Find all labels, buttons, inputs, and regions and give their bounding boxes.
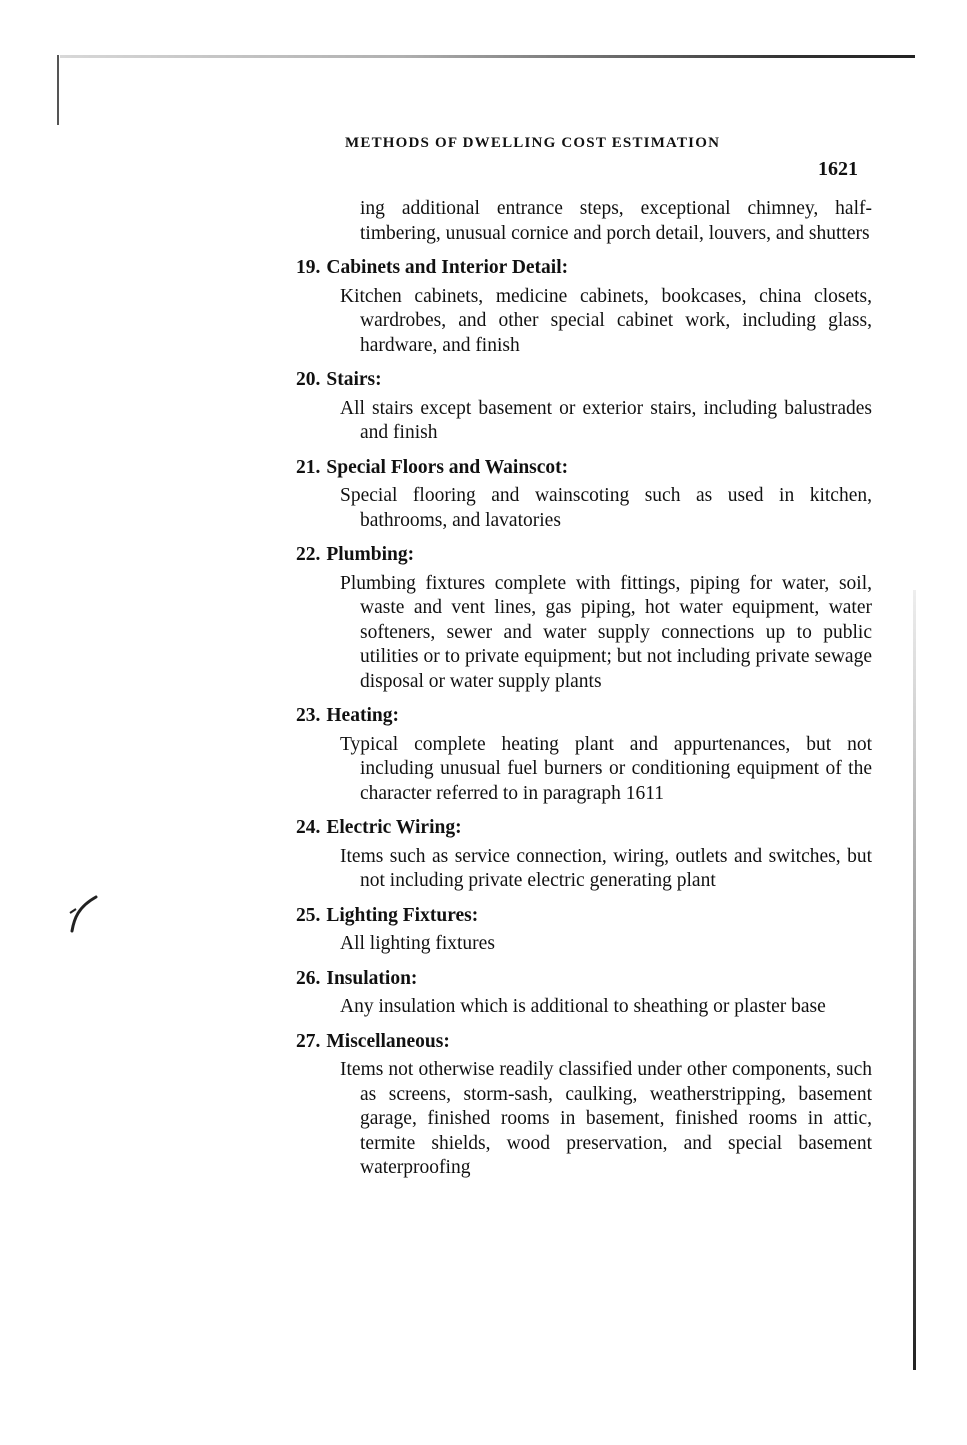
item-title: Cabinets and Interior Detail: bbox=[326, 257, 569, 278]
item-description: Items such as service connection, wiring, outlets and switches, but not including private electric generating plant bbox=[340, 845, 872, 891]
list-item bbox=[296, 368, 872, 446]
item-title: Lighting Fixtures: bbox=[326, 904, 479, 926]
item-title: Plumbing: bbox=[326, 544, 415, 565]
item-description: Typical complete heating plant and appurtenances, but not including unusual fuel burners or conditioning equipment of the character referred to in paragraph 1611 bbox=[340, 733, 872, 804]
item-description: Items not otherwise readily classified under other components, such as screens, storm-sash, caulking, weatherstripping, basement garage, finished rooms in basement, finished rooms in attic, termite shields, wood preservation, and special basement waterproofing bbox=[340, 1059, 872, 1178]
item-number: 27. bbox=[296, 1030, 321, 1052]
item-description: Kitchen cabinets, medicine cabinets, bookcases, china closets, wardrobes, and other special cabinet work, including glass, hardware, and finish bbox=[340, 285, 872, 356]
list-item bbox=[296, 456, 872, 534]
item-heading bbox=[296, 704, 872, 729]
item-title: Electric Wiring: bbox=[326, 817, 462, 838]
item-title: Miscellaneous: bbox=[326, 1030, 450, 1052]
item-number: 23. bbox=[296, 705, 321, 726]
page-body bbox=[296, 197, 872, 1191]
list-item bbox=[296, 967, 872, 1020]
continuation-paragraph: ing additional entrance steps, exceptional chimney, half-timbering, unusual cornice and porch detail, louvers, and shutters bbox=[360, 198, 872, 244]
item-heading bbox=[296, 904, 872, 929]
item-title: Heating: bbox=[326, 705, 399, 726]
scan-edge-top bbox=[60, 55, 915, 58]
item-heading bbox=[296, 256, 872, 281]
item-number: 22. bbox=[296, 544, 321, 565]
item-title: Stairs: bbox=[326, 369, 382, 390]
list-item bbox=[296, 256, 872, 358]
scan-edge-left bbox=[57, 55, 59, 125]
item-number: 21. bbox=[296, 456, 321, 478]
page-number: 1621 bbox=[818, 158, 858, 180]
list-item bbox=[296, 1030, 872, 1181]
item-heading bbox=[296, 456, 872, 481]
item-description: Any insulation which is additional to sheathing or plaster base bbox=[340, 996, 826, 1017]
item-number: 19. bbox=[296, 257, 321, 278]
item-number: 25. bbox=[296, 904, 321, 926]
item-heading bbox=[296, 1030, 872, 1055]
scan-edge-right bbox=[913, 590, 916, 1370]
item-heading bbox=[296, 368, 872, 393]
list-item bbox=[296, 904, 872, 957]
item-description: Special flooring and wainscoting such as used in kitchen, bathrooms, and lavatories bbox=[340, 485, 872, 531]
item-description: All lighting fixtures bbox=[340, 933, 495, 954]
list-item bbox=[296, 816, 872, 894]
item-heading bbox=[296, 816, 872, 841]
item-number: 24. bbox=[296, 817, 321, 838]
item-description: All stairs except basement or exterior stairs, including balustrades and finish bbox=[340, 397, 872, 443]
stray-ink-mark bbox=[66, 893, 100, 933]
list-item bbox=[296, 543, 872, 694]
item-title: Special Floors and Wainscot: bbox=[326, 456, 569, 478]
item-heading bbox=[296, 967, 872, 992]
item-number: 26. bbox=[296, 967, 321, 989]
item-number: 20. bbox=[296, 369, 321, 390]
item-description: Plumbing fixtures complete with fittings, piping for water, soil, waste and vent lines, gas piping, hot water equipment, water softeners, sewer and water supply connections up to public utilities or to private equipment; but not including private sewage disposal or water supply plants bbox=[340, 572, 872, 692]
running-title: METHODS OF DWELLING COST ESTIMATION bbox=[345, 135, 721, 151]
item-heading bbox=[296, 543, 872, 568]
item-title: Insulation: bbox=[326, 967, 418, 989]
list-item bbox=[296, 704, 872, 806]
